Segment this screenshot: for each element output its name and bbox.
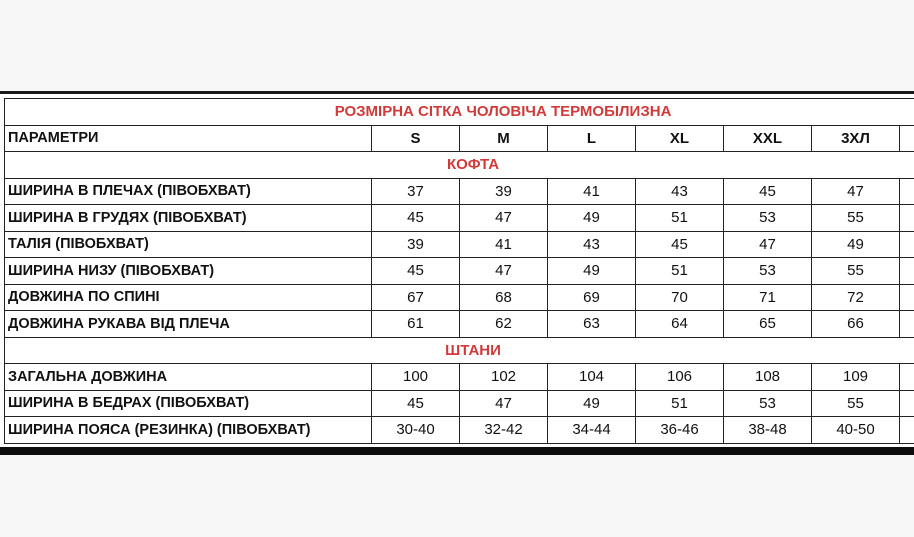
param-header: ПАРАМЕТРИ xyxy=(5,125,372,152)
value-cell: 49 xyxy=(548,390,636,417)
table-row xyxy=(5,258,914,285)
empty-cell xyxy=(900,231,914,258)
value-cell: 47 xyxy=(460,390,548,417)
value-cell: 49 xyxy=(548,258,636,285)
value-cell: 37 xyxy=(372,178,460,205)
size-header-s: S xyxy=(372,125,460,152)
value-cell: 69 xyxy=(548,284,636,311)
value-cell: 100 xyxy=(372,364,460,391)
value-cell: 104 xyxy=(548,364,636,391)
table-row xyxy=(5,364,914,391)
parameter-label: ЗАГАЛЬНА ДОВЖИНА xyxy=(5,364,372,391)
size-chart-table xyxy=(4,98,914,444)
size-chart-sheet xyxy=(0,91,914,455)
value-cell: 39 xyxy=(372,231,460,258)
size-header-xl: XL xyxy=(636,125,724,152)
empty-cell xyxy=(900,364,914,391)
value-cell: 64 xyxy=(636,311,724,338)
section-title: КОФТА xyxy=(5,152,914,179)
value-cell: 61 xyxy=(372,311,460,338)
value-cell: 45 xyxy=(372,205,460,232)
value-cell: 67 xyxy=(372,284,460,311)
value-cell: 30-40 xyxy=(372,417,460,444)
table-row xyxy=(5,311,914,338)
parameter-label: ДОВЖИНА ПО СПИНІ xyxy=(5,284,372,311)
empty-cell xyxy=(900,178,914,205)
table-row xyxy=(5,417,914,444)
value-cell: 63 xyxy=(548,311,636,338)
value-cell: 72 xyxy=(812,284,900,311)
empty-cell xyxy=(900,311,914,338)
value-cell: 49 xyxy=(548,205,636,232)
value-cell: 66 xyxy=(812,311,900,338)
value-cell: 51 xyxy=(636,205,724,232)
section-row xyxy=(5,152,914,179)
value-cell: 55 xyxy=(812,258,900,285)
value-cell: 49 xyxy=(812,231,900,258)
table-row xyxy=(5,231,914,258)
value-cell: 36-46 xyxy=(636,417,724,444)
value-cell: 41 xyxy=(548,178,636,205)
value-cell: 53 xyxy=(724,258,812,285)
parameter-label: ШИРИНА В ГРУДЯХ (ПІВОБХВАТ) xyxy=(5,205,372,232)
empty-cell xyxy=(900,417,914,444)
value-cell: 45 xyxy=(724,178,812,205)
empty-header-cell xyxy=(900,125,914,152)
value-cell: 109 xyxy=(812,364,900,391)
value-cell: 102 xyxy=(460,364,548,391)
parameter-label: ДОВЖИНА РУКАВА ВІД ПЛЕЧА xyxy=(5,311,372,338)
section-title: ШТАНИ xyxy=(5,337,914,364)
value-cell: 47 xyxy=(812,178,900,205)
value-cell: 68 xyxy=(460,284,548,311)
empty-cell xyxy=(900,258,914,285)
value-cell: 65 xyxy=(724,311,812,338)
parameter-label: ШИРИНА НИЗУ (ПІВОБХВАТ) xyxy=(5,258,372,285)
header-row xyxy=(5,125,914,152)
value-cell: 47 xyxy=(460,205,548,232)
size-header-l: L xyxy=(548,125,636,152)
value-cell: 40-50 xyxy=(812,417,900,444)
section-row xyxy=(5,337,914,364)
value-cell: 34-44 xyxy=(548,417,636,444)
table-row xyxy=(5,205,914,232)
chart-title: РОЗМІРНА СІТКА ЧОЛОВІЧА ТЕРМОБІЛИЗНА xyxy=(5,99,914,126)
value-cell: 53 xyxy=(724,205,812,232)
value-cell: 106 xyxy=(636,364,724,391)
size-header-m: M xyxy=(460,125,548,152)
value-cell: 45 xyxy=(372,258,460,285)
value-cell: 43 xyxy=(636,178,724,205)
parameter-label: ТАЛІЯ (ПІВОБХВАТ) xyxy=(5,231,372,258)
empty-cell xyxy=(900,390,914,417)
parameter-label: ШИРИНА ПОЯСА (РЕЗИНКА) (ПІВОБХВАТ) xyxy=(5,417,372,444)
title-row xyxy=(5,99,914,126)
value-cell: 38-48 xyxy=(724,417,812,444)
value-cell: 55 xyxy=(812,390,900,417)
parameter-label: ШИРИНА В БЕДРАХ (ПІВОБХВАТ) xyxy=(5,390,372,417)
empty-cell xyxy=(900,284,914,311)
value-cell: 45 xyxy=(372,390,460,417)
value-cell: 62 xyxy=(460,311,548,338)
value-cell: 45 xyxy=(636,231,724,258)
value-cell: 53 xyxy=(724,390,812,417)
value-cell: 71 xyxy=(724,284,812,311)
empty-cell xyxy=(900,205,914,232)
table-row xyxy=(5,178,914,205)
table-row xyxy=(5,390,914,417)
value-cell: 55 xyxy=(812,205,900,232)
value-cell: 32-42 xyxy=(460,417,548,444)
value-cell: 47 xyxy=(724,231,812,258)
value-cell: 51 xyxy=(636,258,724,285)
value-cell: 51 xyxy=(636,390,724,417)
value-cell: 47 xyxy=(460,258,548,285)
size-header-3xl: 3ХЛ xyxy=(812,125,900,152)
table-row xyxy=(5,284,914,311)
value-cell: 41 xyxy=(460,231,548,258)
value-cell: 108 xyxy=(724,364,812,391)
value-cell: 70 xyxy=(636,284,724,311)
size-header-xxl: XXL xyxy=(724,125,812,152)
value-cell: 39 xyxy=(460,178,548,205)
value-cell: 43 xyxy=(548,231,636,258)
parameter-label: ШИРИНА В ПЛЕЧАХ (ПІВОБХВАТ) xyxy=(5,178,372,205)
